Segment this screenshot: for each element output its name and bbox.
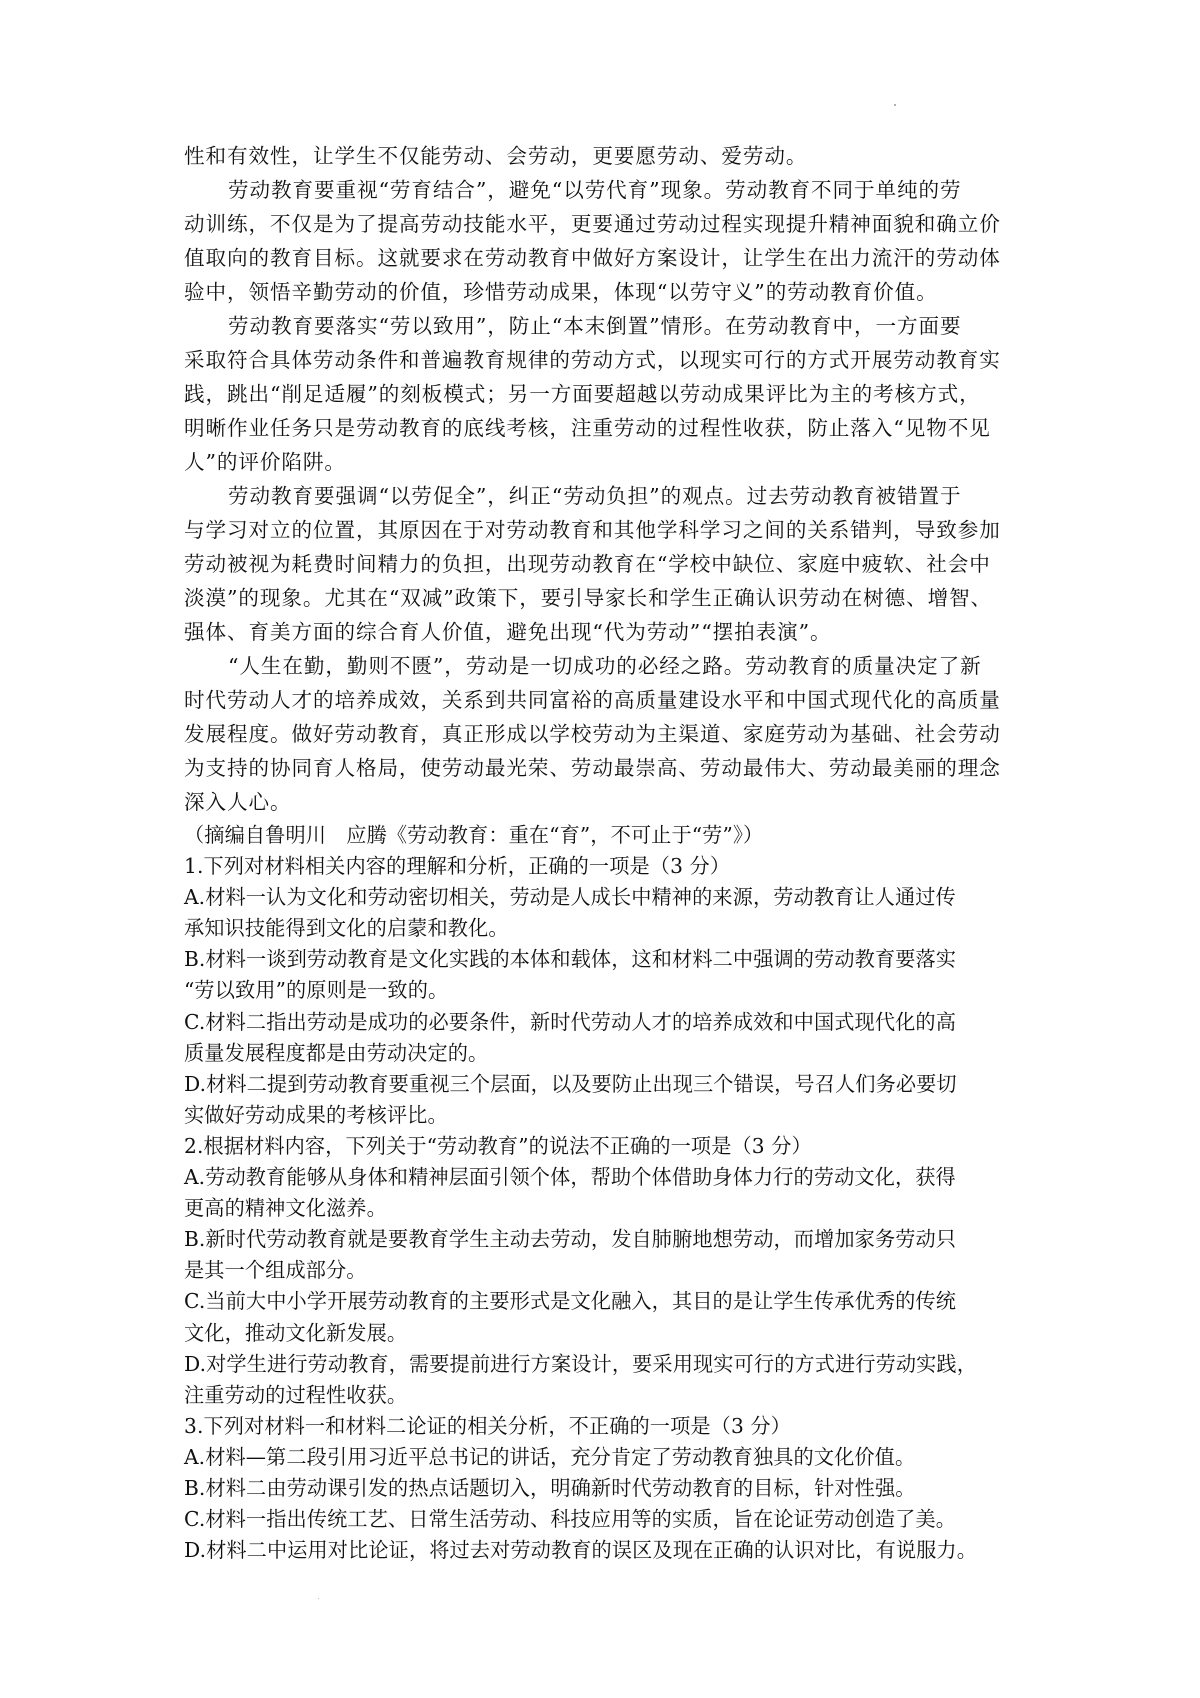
- option-a-line: A.材料一认为文化和劳动密切相关，劳动是人成长中精神的来源，劳动教育让人通过传: [184, 885, 956, 910]
- passage-line: “人生在勤，勤则不匮”，劳动是一切成功的必经之路。劳动教育的质量决定了新: [228, 654, 982, 678]
- option-b-line: “劳以致用”的原则是一致的。: [184, 978, 449, 1003]
- option-b-line: B.新时代劳动教育就是要教育学生主动去劳动，发自肺腑地想劳动，而增加家务劳动只: [184, 1227, 957, 1252]
- option-a-line: 更高的精神文化滋养。: [184, 1196, 387, 1221]
- question-3: [184, 1411, 1030, 1566]
- option-b-line: B.材料二由劳动课引发的热点话题切入，明确新时代劳动教育的目标，针对性强。: [184, 1475, 916, 1500]
- option-d-line: D.对学生进行劳动教育，需要提前进行方案设计，要采用现实可行的方式进行劳动实践，: [184, 1351, 978, 1376]
- question-2: [184, 1131, 1030, 1411]
- option-c-line: C.材料二指出劳动是成功的必要条件，新时代劳动人才的培养成效和中国式现代化的高: [184, 1009, 956, 1034]
- passage-line: 淡漠”的现象。尤其在“双减”政策下，要引导家长和学生正确认识劳动在树德、增智、: [184, 586, 993, 610]
- option-a-line: A.材料—第二段引用习近平总书记的讲话，充分肯定了劳动教育独具的文化价值。: [184, 1444, 916, 1469]
- passage-line: 为支持的协同育人格局，使劳动最光荣、劳动最崇高、劳动最伟大、劳动最美丽的理念: [184, 756, 1001, 780]
- option-a-line: 承知识技能得到文化的启蒙和教化。: [184, 916, 509, 941]
- question-1: [184, 851, 1030, 1131]
- passage-line: 深入人心。: [184, 790, 292, 814]
- scan-speck: [894, 104, 896, 106]
- option-c-line: 文化，推动文化新发展。: [184, 1320, 408, 1345]
- passage-line: 践，跳出“削足适履”的刻板模式；另一方面要超越以劳动成果评比为主的考核方式，: [184, 382, 981, 406]
- paragraph-laoyi-cuquan: [184, 479, 1030, 649]
- question-stem: 1.下列对材料相关内容的理解和分析，正确的一项是（3 分）: [184, 854, 731, 879]
- question-stem: 3.下列对材料一和材料二论证的相关分析，不正确的一项是（3 分）: [184, 1413, 791, 1438]
- option-a-line: A.劳动教育能够从身体和精神层面引领个体，帮助个体借助身体力行的劳动文化，获得: [184, 1165, 956, 1190]
- option-b-line: B.材料一谈到劳动教育是文化实践的本体和载体，这和材料二中强调的劳动教育要落实: [184, 947, 957, 972]
- option-c-line: 质量发展程度都是由劳动决定的。: [184, 1040, 489, 1065]
- passage-line: 与学习对立的位置，其原因在于对劳动教育和其他学科学习之间的关系错判，导致参加: [184, 518, 1001, 542]
- option-d-line: 注重劳动的过程性收获。: [184, 1382, 408, 1407]
- option-d-line: 实做好劳动成果的考核评比。: [184, 1102, 448, 1127]
- passage-line: 劳动被视为耗费时间精力的负担，出现劳动教育在“学校中缺位、家庭中疲软、社会中: [184, 552, 991, 576]
- option-d-line: D.材料二提到劳动教育要重视三个层面，以及要防止出现三个错误，号召人们务必要切: [184, 1071, 957, 1096]
- passage-line: 动训练，不仅是为了提高劳动技能水平，更要通过劳动过程实现提升精神面貌和确立价: [184, 212, 1001, 236]
- passage-line: 劳动教育要落实“劳以致用”，防止“本末倒置”情形。在劳动教育中，一方面要: [228, 314, 962, 338]
- page-content: [184, 139, 1030, 1566]
- passage-line: 时代劳动人才的培养成效，关系到共同富裕的高质量建设水平和中国式现代化的高质量: [184, 688, 1001, 712]
- question-section: [184, 820, 1030, 1566]
- passage-line: 强体、育美方面的综合育人价值，避免出现“代为劳动”“摆拍表演”。: [184, 620, 832, 644]
- paragraph-laoyu-jiehe: [184, 173, 1030, 309]
- source-citation: （摘编自鲁明川 应腾《劳动教育：重在“育”，不可止于“劳”》）: [184, 823, 764, 847]
- passage-line: 劳动教育要重视“劳育结合”，避免“以劳代育”现象。劳动教育不同于单纯的劳: [228, 178, 962, 202]
- passage-line: 验中，领悟辛勤劳动的价值，珍惜劳动成果，体现“以劳守义”的劳动教育价值。: [184, 280, 938, 304]
- question-stem: 2.根据材料内容，下列关于“劳动教育”的说法不正确的一项是（3 分）: [184, 1133, 812, 1158]
- passage-line: 采取符合具体劳动条件和普遍教育规律的劳动方式，以现实可行的方式开展劳动教育实: [184, 348, 1001, 372]
- scan-speck: [318, 1598, 319, 1599]
- passage: [184, 139, 1030, 819]
- passage-line: 发展程度。做好劳动教育，真正形成以学校劳动为主渠道、家庭劳动为基础、社会劳动: [184, 722, 1001, 746]
- option-d-line: D.材料二中运用对比论证，将过去对劳动教育的误区及现在正确的认识对比，有说服力。: [184, 1538, 978, 1563]
- paragraph-laoyi-zhiyong: [184, 309, 1030, 479]
- passage-line: 明晰作业任务只是劳动教育的底线考核，注重劳动的过程性收获，防止落入“见物不见: [184, 416, 991, 440]
- option-b-line: 是其一个组成部分。: [184, 1258, 367, 1283]
- passage-line: 值取向的教育目标。这就要求在劳动教育中做好方案设计，让学生在出力流汗的劳动体: [184, 246, 1001, 270]
- paragraph-conclusion: [184, 649, 1030, 819]
- option-c-line: C.材料一指出传统工艺、日常生活劳动、科技应用等的实质，旨在论证劳动创造了美。: [184, 1507, 956, 1532]
- passage-line: 性和有效性，让学生不仅能劳动、会劳动，更要愿劳动、爱劳动。: [184, 144, 808, 168]
- option-c-line: C.当前大中小学开展劳动教育的主要形式是文化融入，其目的是让学生传承优秀的传统: [184, 1289, 956, 1314]
- passage-line: 人”的评价陷阱。: [184, 450, 346, 474]
- passage-line: 劳动教育要强调“以劳促全”，纠正“劳动负担”的观点。过去劳动教育被错置于: [228, 484, 962, 508]
